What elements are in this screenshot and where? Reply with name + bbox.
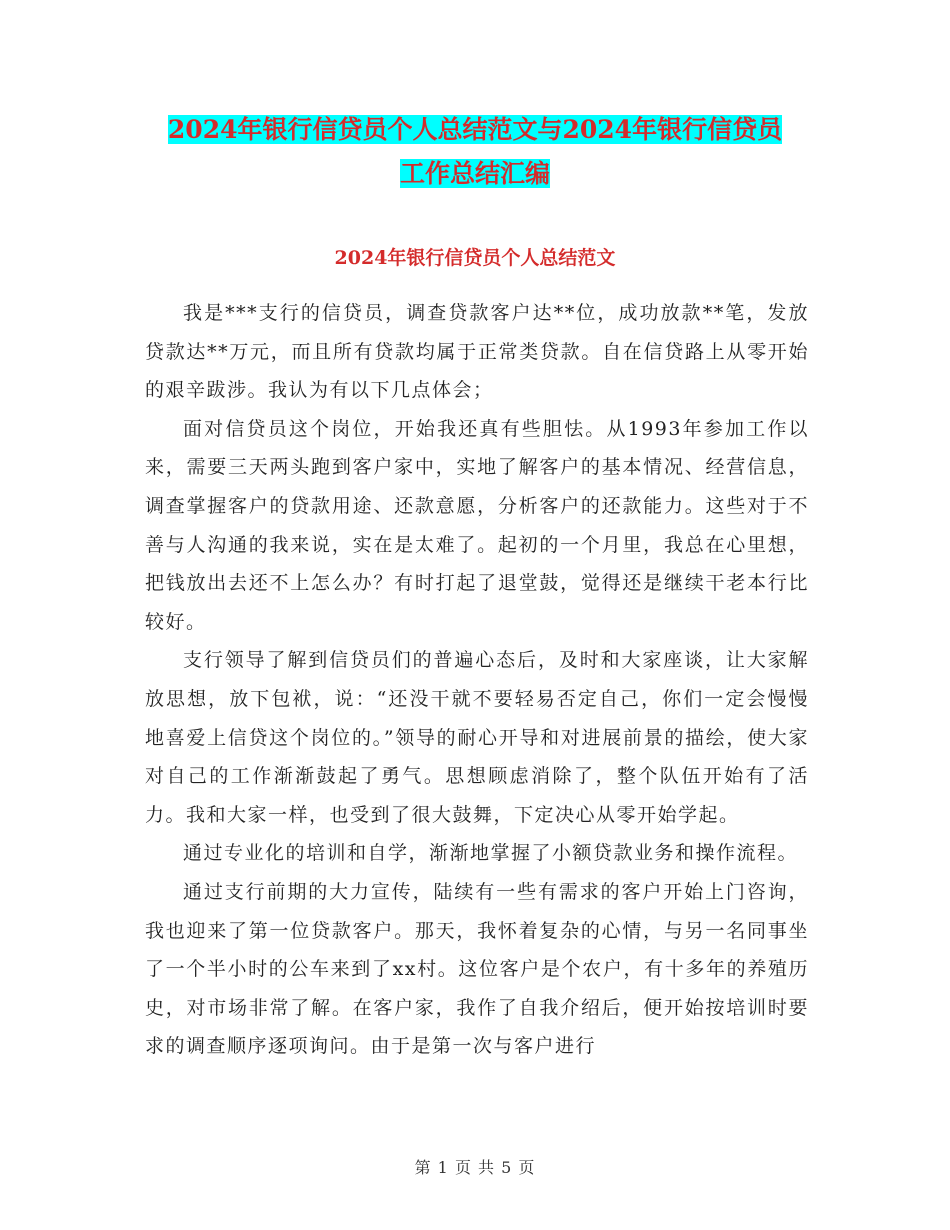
page-footer: 第 1 页 共 5 页 bbox=[414, 1158, 536, 1177]
document-title-line2: 工作总结汇编 bbox=[399, 159, 550, 188]
document-body bbox=[145, 294, 809, 1066]
document-title bbox=[140, 108, 810, 196]
document-title-line1: 2024年银行信贷员个人总结范文与2024年银行信贷员 bbox=[167, 115, 783, 144]
section-heading: 2024年银行信贷员个人总结范文 bbox=[334, 247, 616, 269]
paragraph: 通过专业化的培训和自学，渐渐地掌握了小额贷款业务和操作流程。 bbox=[183, 842, 799, 865]
paragraph: 支行领导了解到信贷员们的普遍心态后，及时和大家座谈，让大家解放思想，放下包袱，说：“还没干就不要轻易否定自己，你们一定会慢慢地喜爱上信贷这个岗位的。”领导的耐心开导和对进展前景的描绘，使大家对自己的工作渐渐鼓起了勇气。思想顾虑消除了，整个队伍开始有了活力。我和大家一样，也受到了很大鼓舞，下定决心从零开始学起。 bbox=[145, 649, 809, 826]
paragraph: 面对信贷员这个岗位，开始我还真有些胆怯。从1993年参加工作以来，需要三天两头跑到客户家中，实地了解客户的基本情况、经营信息，调查掌握客户的贷款用途、还款意愿，分析客户的还款能力。这些对于不善与人沟通的我来说，实在是太难了。起初的一个月里，我总在心里想，把钱放出去还不上怎么办？有时打起了退堂鼓，觉得还是继续干老本行比较好。 bbox=[145, 417, 809, 633]
paragraph: 我是***支行的信贷员，调查贷款客户达**位，成功放款**笔，发放贷款达**万元，而且所有贷款均属于正常类贷款。自在信贷路上从零开始的艰辛跋涉。我认为有以下几点体会； bbox=[145, 302, 809, 402]
paragraph: 通过支行前期的大力宣传，陆续有一些有需求的客户开始上门咨询，我也迎来了第一位贷款客户。那天，我怀着复杂的心情，与另一名同事坐了一个半小时的公车来到了xx村。这位客户是个农户，有十多年的养殖历史，对市场非常了解。在客户家，我作了自我介绍后，便开始按培训时要求的调查顺序逐项询问。由于是第一次与客户进行 bbox=[145, 880, 809, 1058]
